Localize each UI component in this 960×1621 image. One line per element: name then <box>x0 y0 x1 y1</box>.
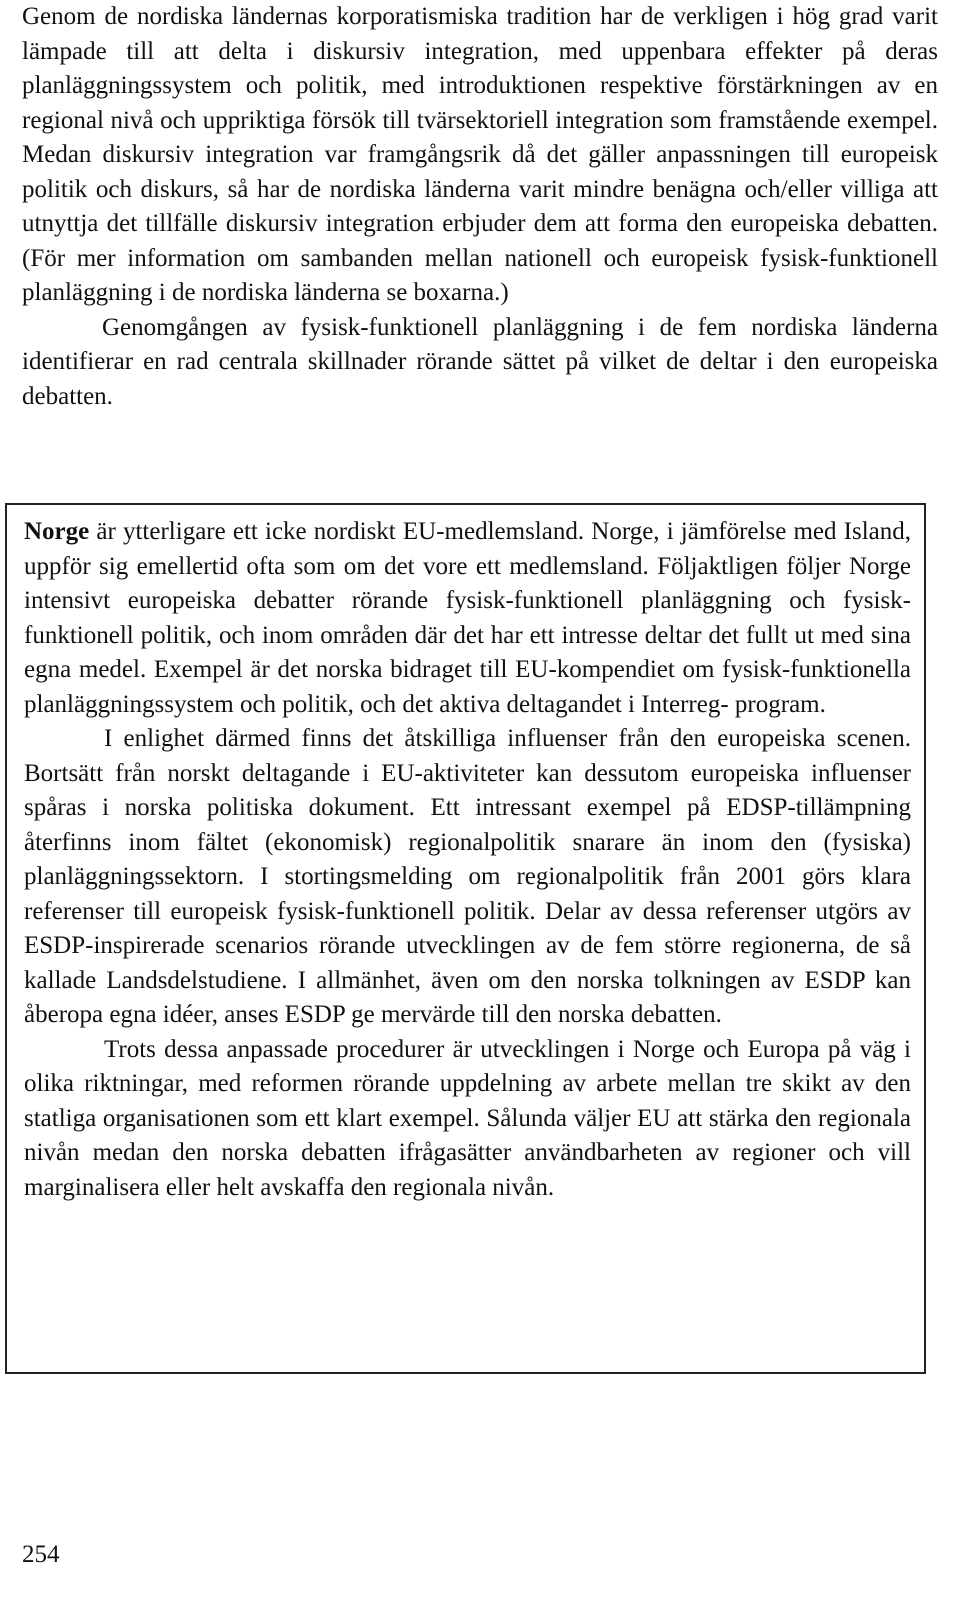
page-number: 254 <box>22 1541 60 1568</box>
box-paragraph-2: I enlighet därmed finns det åtskilliga influenser från den europeiska scenen. Bortsätt från norskt deltagande i EU-aktiviteter kan dessutom europeiska influenser spåras i norska politiska dokument. Ett intressant exempel på EDSP-tillämpning återfinns inom fältet (ekonomisk) regionalpolitik snarare än inom den (fysiska) planläggningssektorn. I stortingsmelding om regionalpolitik från 2001 görs klara referenser till europeisk fysisk-funktionell politik. Delar av dessa referenser utgörs av ESDP-inspirerade scenarios rörande utvecklingen av de fem större regionerna, de så kallade Landsdelstudiene. I allmänhet, även om den norska tolkningen av ESDP kan åberopa egna idéer, anses ESDP ge mervärde till den norska debatten. <box>24 725 911 1028</box>
box-paragraph-1-text: är ytterligare ett icke nordiskt EU-medlemsland. Norge, i jämförelse med Island, uppför sig emellertid ofta som om det vore ett medlemsland. Följaktligen följer Norge intensivt europeiska debatter rörande fysisk-funktionell planläggning och fysisk-funktionell politik, och inom områden där det har ett intresse deltar det fullt ut med sina egna medel. Exempel är det norska bidraget till EU-kompendiet om fysisk-funktionella planläggningssystem och politik, och det aktiva deltagandet i Interreg- program. <box>24 518 911 718</box>
norway-text-box <box>5 503 926 1374</box>
page-body <box>22 0 938 414</box>
box-lead-country: Norge <box>24 518 90 545</box>
norway-box-content <box>24 515 911 1205</box>
box-paragraph-1 <box>24 515 911 722</box>
box-paragraph-3: Trots dessa anpassade procedurer är utvecklingen i Norge och Europa på väg i olika riktningar, med reformen rörande uppdelning av arbete mellan tre skikt av den statliga organisationen som ett klart exempel. Sålunda väljer EU att stärka den regionala nivån medan den norska debatten ifrågasätter användbarheten av regioner och vill marginalisera eller helt avskaffa den regionala nivån. <box>24 1035 911 1201</box>
intro-paragraph-2: Genomgången av fysisk-funktionell planläggning i de fem nordiska länderna identifierar en rad centrala skillnader rörande sättet på vilket de deltar i den europeiska debatten. <box>22 313 938 410</box>
intro-section <box>22 0 938 414</box>
intro-paragraph-1: Genom de nordiska ländernas korporatismiska tradition har de verkligen i hög grad varit lämpade till att delta i diskursiv integration, med uppenbara effekter på deras planläggningssystem och politik, med introduktionen respektive förstärkningen av en regional nivå och uppriktiga försök till tvärsektoriell integration som framstående exempel. Medan diskursiv integration var framgångsrik då det gäller anpassningen till europeisk politik och diskurs, så har de nordiska länderna varit mindre benägna och/eller villiga att utnyttja det tillfälle diskursiv integration erbjuder dem att forma den europeiska debatten. (För mer information om sambanden mellan nationell och europeisk fysisk-funktionell planläggning i de nordiska länderna se boxarna.) <box>22 3 938 306</box>
